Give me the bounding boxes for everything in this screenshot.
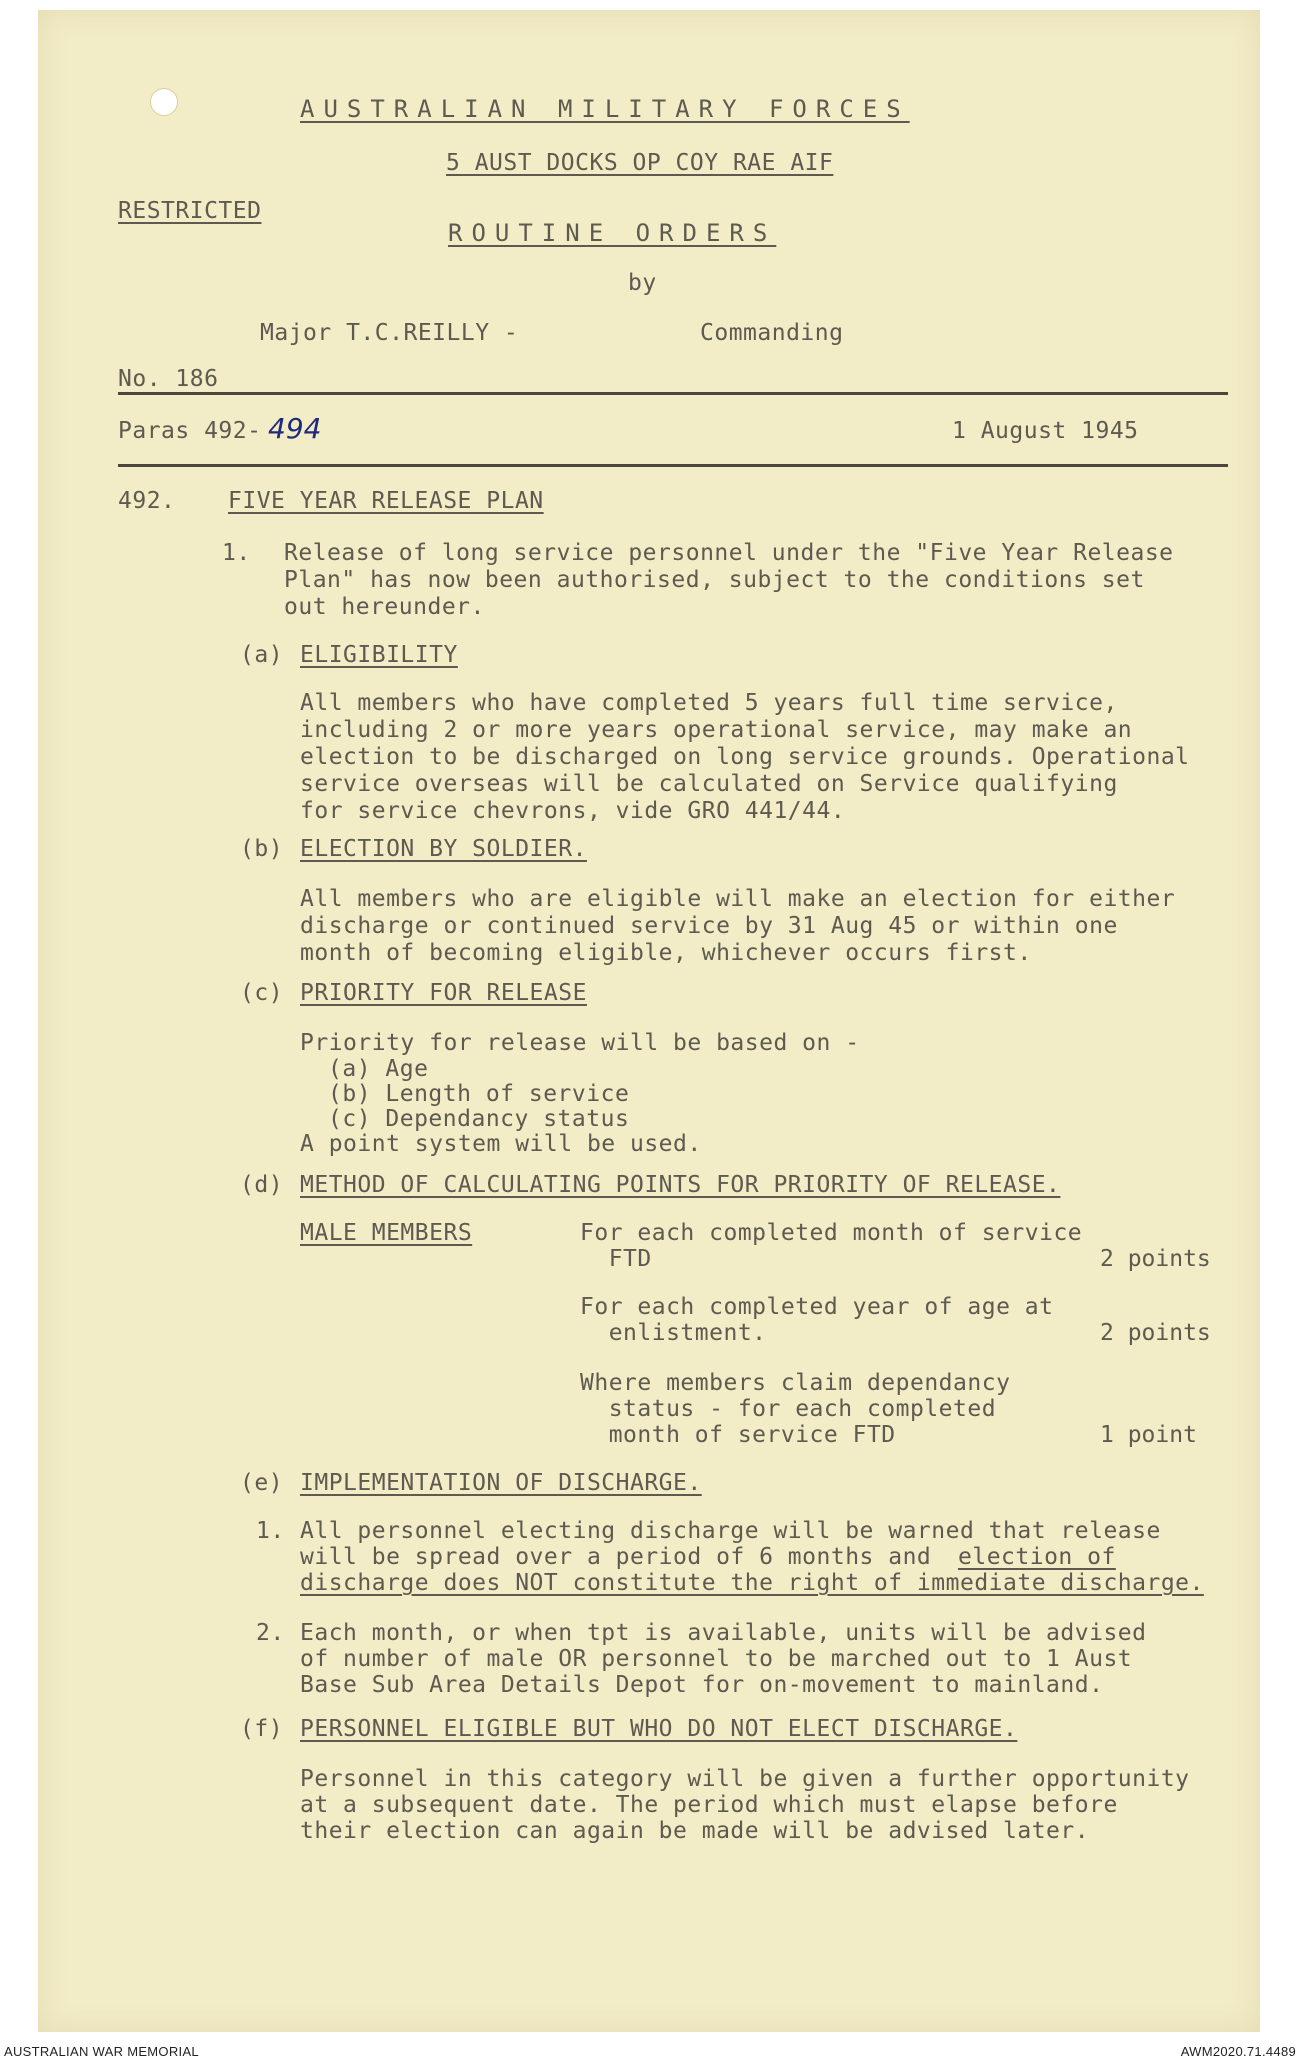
sub-e-label: (e) [240,1470,284,1496]
points-row-line: status - for each completed [580,1396,997,1422]
sub-c-item: (a) Age [328,1056,429,1082]
points-value: 2 points [1100,1246,1211,1272]
sub-e-item-2-line: Each month, or when tpt is available, units will be advised [300,1620,1147,1646]
sub-e-item-1-underlined-line: discharge does NOT constitute the right of immediate discharge. [300,1570,1204,1596]
sub-b-line: All members who are eligible will make an election for either [300,886,1176,912]
unit-name: 5 AUST DOCKS OP COY RAE AIF [446,150,834,176]
order-number: No. 186 [118,366,219,392]
sub-e-item-2-number: 2. [256,1620,285,1646]
sub-a-line: including 2 or more years operational service, may make an [300,717,1133,743]
punch-hole [150,88,178,116]
sub-a-line: for service chevrons, vide GRO 441/44. [300,798,846,824]
by-label: by [628,270,657,296]
points-row-line: enlistment. [580,1320,767,1346]
item-1-line: Plan" has now been authorised, subject to the conditions set [284,567,1145,593]
force-title: AUSTRALIAN MILITARY FORCES [300,95,910,123]
sub-f-heading: PERSONNEL ELIGIBLE BUT WHO DO NOT ELECT DISCHARGE. [300,1716,1018,1742]
document-title: ROUTINE ORDERS [448,219,777,247]
footer-source: AUSTRALIAN WAR MEMORIAL [4,2044,199,2059]
sub-b-line: month of becoming eligible, whichever occurs first. [300,940,1032,966]
header-rule-top [118,392,1228,395]
sub-c-item: (b) Length of service [328,1081,630,1107]
sub-a-line: service overseas will be calculated on Service qualifying [300,771,1118,797]
para-heading: FIVE YEAR RELEASE PLAN [228,488,544,514]
sub-d-subheading: MALE MEMBERS [300,1220,473,1246]
sub-a-line: election to be discharged on long service grounds. Operational [300,744,1190,770]
header-rule-bottom [118,464,1228,467]
sub-f-line: their election can again be made will be advised later. [300,1818,1090,1844]
sub-d-label: (d) [240,1172,284,1198]
handwritten-para-end: 494 [268,412,322,445]
sub-e-item-2-line: of number of male OR personnel to be marched out to 1 Aust [300,1646,1133,1672]
sub-d-heading: METHOD OF CALCULATING POINTS FOR PRIORITY OF RELEASE. [300,1172,1061,1198]
item-1-line: Release of long service personnel under the "Five Year Release [284,540,1174,566]
officer-name: Major T.C.REILLY - [260,320,519,346]
sub-f-line: Personnel in this category will be given a further opportunity [300,1766,1190,1792]
points-row-line: For each completed month of service [580,1220,1083,1246]
points-value: 2 points [1100,1320,1211,1346]
sub-a-line: All members who have completed 5 years full time service, [300,690,1118,716]
sub-e-item-1-underlined: election of [958,1544,1116,1570]
points-row-line: Where members claim dependancy [580,1370,1011,1396]
sub-b-line: discharge or continued service by 31 Aug 45 or within one [300,913,1118,939]
sub-c-item: (c) Dependancy status [328,1106,630,1132]
points-row-line: month of service FTD [580,1422,896,1448]
sub-c-outro: A point system will be used. [300,1131,702,1157]
sub-e-heading: IMPLEMENTATION OF DISCHARGE. [300,1470,702,1496]
footer-accession-number: AWM2020.71.4489 [1180,2044,1296,2059]
sub-a-label: (a) [240,642,284,668]
officer-role: Commanding [700,320,844,346]
order-date: 1 August 1945 [952,418,1139,444]
sub-b-heading: ELECTION BY SOLDIER. [300,836,587,862]
classification-marking: RESTRICTED [118,198,262,224]
points-row-line: FTD [580,1246,652,1272]
points-row-line: For each completed year of age at [580,1294,1054,1320]
sub-e-item-1-line: All personnel electing discharge will be warned that release [300,1518,1161,1544]
paras-range: Paras 492- [118,418,262,444]
sub-c-label: (c) [240,980,284,1006]
sub-f-line: at a subsequent date. The period which must elapse before [300,1792,1118,1818]
sub-e-item-2-line: Base Sub Area Details Depot for on-movement to mainland. [300,1672,1104,1698]
sub-c-heading: PRIORITY FOR RELEASE [300,980,587,1006]
sub-c-intro: Priority for release will be based on - [300,1030,860,1056]
points-value: 1 point [1100,1422,1197,1448]
sub-b-label: (b) [240,836,284,862]
item-1-number: 1. [222,540,251,566]
sub-f-label: (f) [240,1716,284,1742]
sub-a-heading: ELIGIBILITY [300,642,458,668]
para-number: 492. [118,488,176,514]
sub-e-item-1-line: will be spread over a period of 6 months and [300,1544,932,1570]
sub-e-item-1-number: 1. [256,1518,285,1544]
item-1-line: out hereunder. [284,594,485,620]
